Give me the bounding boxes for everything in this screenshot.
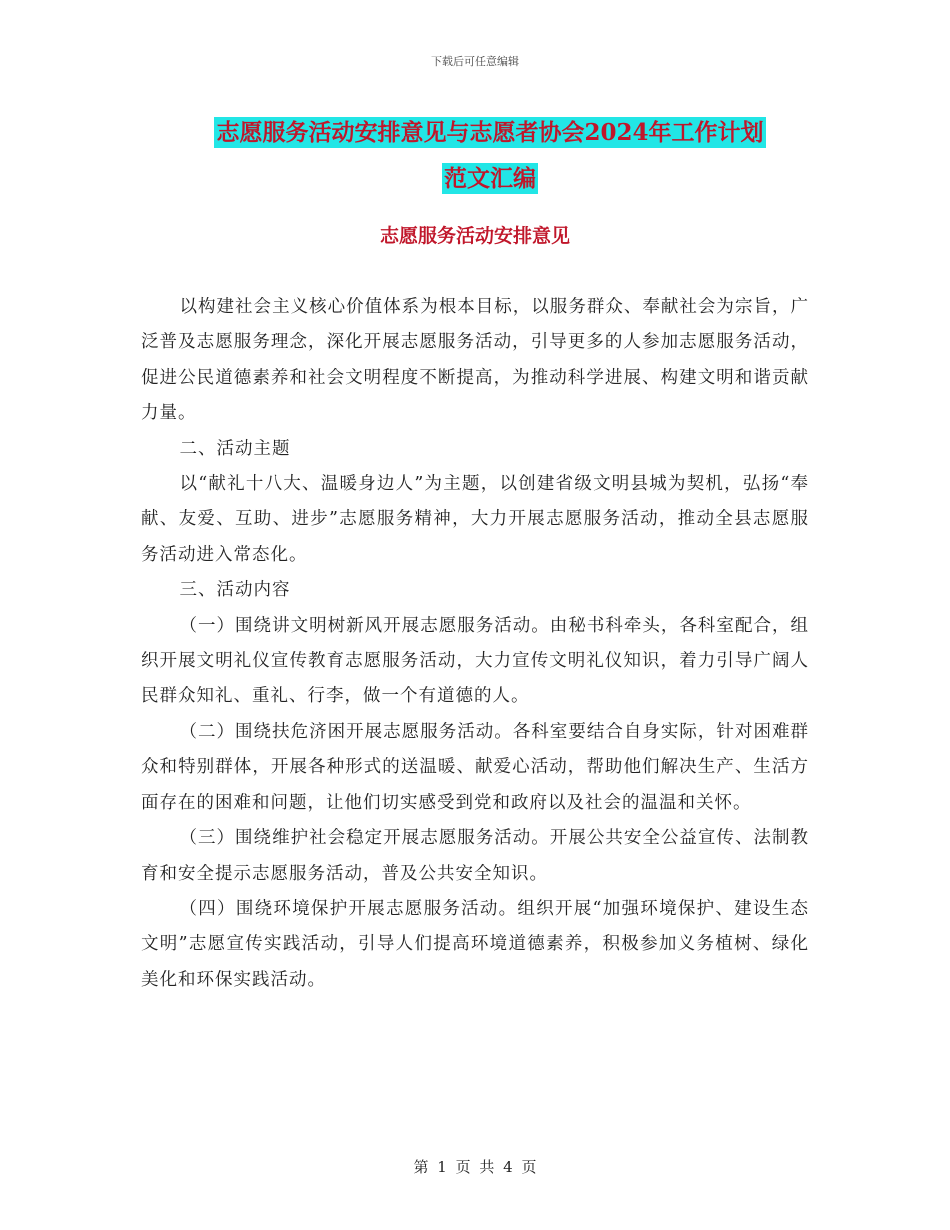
paragraph: 以构建社会主义核心价值体系为根本目标，以服务群众、奉献社会为宗旨，广泛普及志愿服务理念，深化开展志愿服务活动，引导更多的人参加志愿服务活动，促进公民道德素养和社会文明程度不断提高，为推动科学进展、构建文明和谐贡献力量。 (141, 297, 809, 424)
page-header-note: 下载后可任意编辑 (431, 55, 519, 68)
document-title (140, 110, 840, 202)
paragraph: （二）围绕扶危济困开展志愿服务活动。各科室要结合自身实际，针对困难群众和特别群体，开展各种形式的送温暖、献爱心活动，帮助他们解决生产、生活方面存在的困难和问题，让他们切实感受到党和政府以及社会的温温和关怀。 (141, 721, 809, 813)
page-number-footer: 第 1 页 共 4 页 (413, 1158, 537, 1176)
paragraph: （四）围绕环境保护开展志愿服务活动。组织开展“加强环境保护、建设生态文明”志愿宣传实践活动，引导人们提高环境道德素养，积极参加义务植树、绿化美化和环保实践活动。 (141, 898, 809, 990)
document-title-line-1: 志愿服务活动安排意见与志愿者协会2024年工作计划 (216, 119, 764, 146)
paragraph: 三、活动内容 (179, 580, 291, 601)
paragraph: 以“献礼十八大、温暖身边人”为主题，以创建省级文明县城为契机，弘扬“奉献、友爱、互助、进步”志愿服务精神，大力开展志愿服务活动，推动全县志愿服务活动进入常态化。 (141, 474, 809, 565)
paragraph: 二、活动主题 (179, 438, 291, 459)
document-title-line-2: 范文汇编 (444, 165, 536, 192)
paragraph: （三）围绕维护社会稳定开展志愿服务活动。开展公共安全公益宣传、法制教育和安全提示志愿服务活动，普及公共安全知识。 (141, 828, 809, 884)
paragraph: （一）围绕讲文明树新风开展志愿服务活动。由秘书科牵头，各科室配合，组织开展文明礼仪宣传教育志愿服务活动，大力宣传文明礼仪知识，着力引导广阔人民群众知礼、重礼、行李，做一个有道德的人。 (141, 615, 809, 707)
document-body (141, 290, 809, 998)
section-title: 志愿服务活动安排意见 (379, 225, 570, 247)
